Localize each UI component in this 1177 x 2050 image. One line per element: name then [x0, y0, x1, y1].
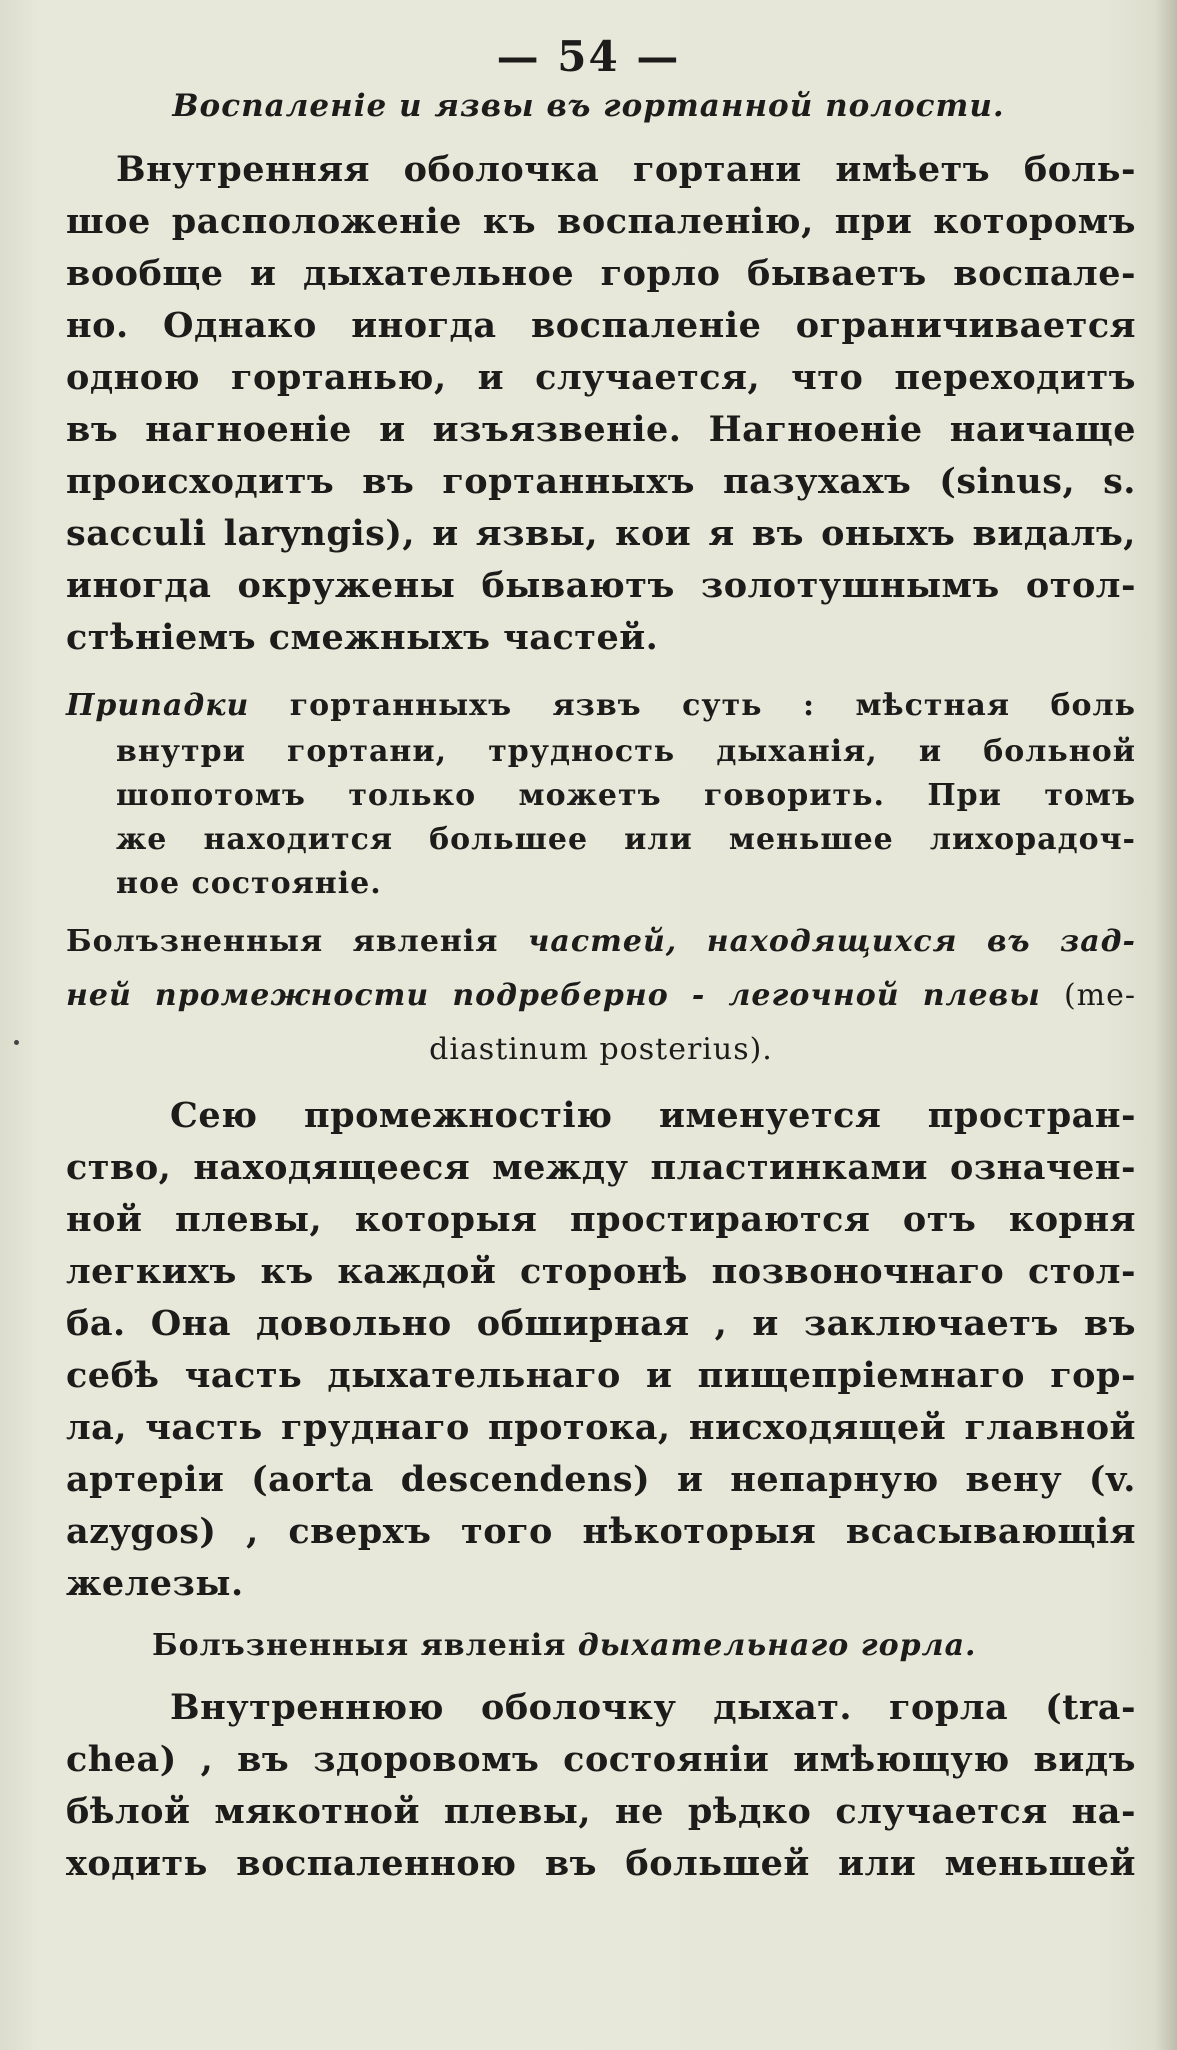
- text-line: иногда окружены бываютъ золотушнымъ отол-: [66, 565, 1136, 606]
- text-line: sacculi laryngis), и язвы, кои я въ оныхъ видалъ,: [66, 513, 1136, 554]
- text-line: chea) , въ здоровомъ состояніи имѣющую видъ: [66, 1739, 1136, 1780]
- text-line: себѣ часть дыхательнаго и пищепріемнаго гор-: [66, 1355, 1136, 1396]
- text-line: стѣніемъ смежныхъ частей.: [66, 617, 659, 658]
- page-number: — 54 —: [496, 32, 681, 81]
- heading-italic-part: частей, находящихся въ зад-: [527, 924, 1136, 959]
- text-line: легкихъ къ каждой сторонѣ позвоночнаго стол-: [66, 1251, 1136, 1292]
- text-line: железы.: [66, 1563, 244, 1604]
- heading-normal-part: Болъзненныя явленія: [66, 924, 499, 959]
- section-heading-mediastinum-line2: [66, 976, 1136, 1016]
- page-edge-shadow: [1155, 0, 1177, 2050]
- text-line: Сею промежностію именуется простран-: [170, 1095, 1136, 1136]
- section-heading-mediastinum-line3: diastinum posterius).: [429, 1032, 773, 1067]
- text-line: ба. Она довольно обширная , и заключаетъ въ: [66, 1303, 1136, 1344]
- text-line: ла, часть груднаго протока, нисходящей главной: [66, 1407, 1136, 1448]
- text-line: въ нагноеніе и изъязвеніе. Нагноеніе наичаще: [66, 409, 1136, 450]
- section-heading-larynx: Воспаленіе и язвы въ гортанной полости.: [172, 88, 1005, 124]
- text-line: артеріи (aorta descendens) и непарную вену (v.: [66, 1459, 1136, 1500]
- text-line: шое расположеніе къ воспаленію, при которомъ: [66, 201, 1136, 242]
- heading-italic-part: ней промежности подреберно - легочной плевы: [66, 978, 1041, 1013]
- heading-normal-part: (me-: [1063, 978, 1136, 1013]
- section-heading-mediastinum-line1: [66, 922, 1136, 962]
- text-line: Внутреннюю оболочку дыхат. горла (tra-: [170, 1687, 1136, 1728]
- text-line: одною гортанью, и случается, что переходитъ: [66, 357, 1136, 398]
- heading-normal-part: Болъзненныя явленія: [152, 1628, 567, 1663]
- text-line: вообще и дыхательное горло бываетъ воспале-: [66, 253, 1136, 294]
- symptoms-first-line: [66, 686, 1136, 726]
- text-line: внутри гортани, трудность дыханія, и больной: [116, 734, 1136, 769]
- text-line: ство, находящееся между пластинками означен-: [66, 1147, 1136, 1188]
- text-line: ной плевы, которыя простираются отъ корня: [66, 1199, 1136, 1240]
- section-heading-trachea: [152, 1626, 1136, 1666]
- text-line: ходить воспаленною въ большей или меньшей: [66, 1843, 1136, 1884]
- text-line: происходитъ въ гортанныхъ пазухахъ (sinus, s.: [66, 461, 1136, 502]
- text-line: шопотомъ только можетъ говорить. При томъ: [116, 778, 1136, 813]
- text-line: же находится большее или меньшее лихорадоч-: [116, 822, 1136, 857]
- text-line: azygos) , сверхъ того нѣкоторыя всасывающія: [66, 1511, 1136, 1552]
- text-line: ное состояніе.: [116, 866, 382, 901]
- symptoms-first-rest: гортанныхъ язвъ суть : мѣстная боль: [289, 688, 1136, 723]
- ink-speck: [14, 1040, 19, 1045]
- text-line: но. Однако иногда воспаленіе ограничивается: [66, 305, 1136, 346]
- heading-italic-part: дыхательнаго горла.: [577, 1628, 977, 1663]
- text-line: бѣлой мякотной плевы, не рѣдко случается на-: [66, 1791, 1136, 1832]
- symptoms-label: Припадки: [66, 688, 250, 723]
- text-line: Внутренняя оболочка гортани имѣетъ боль-: [116, 149, 1136, 190]
